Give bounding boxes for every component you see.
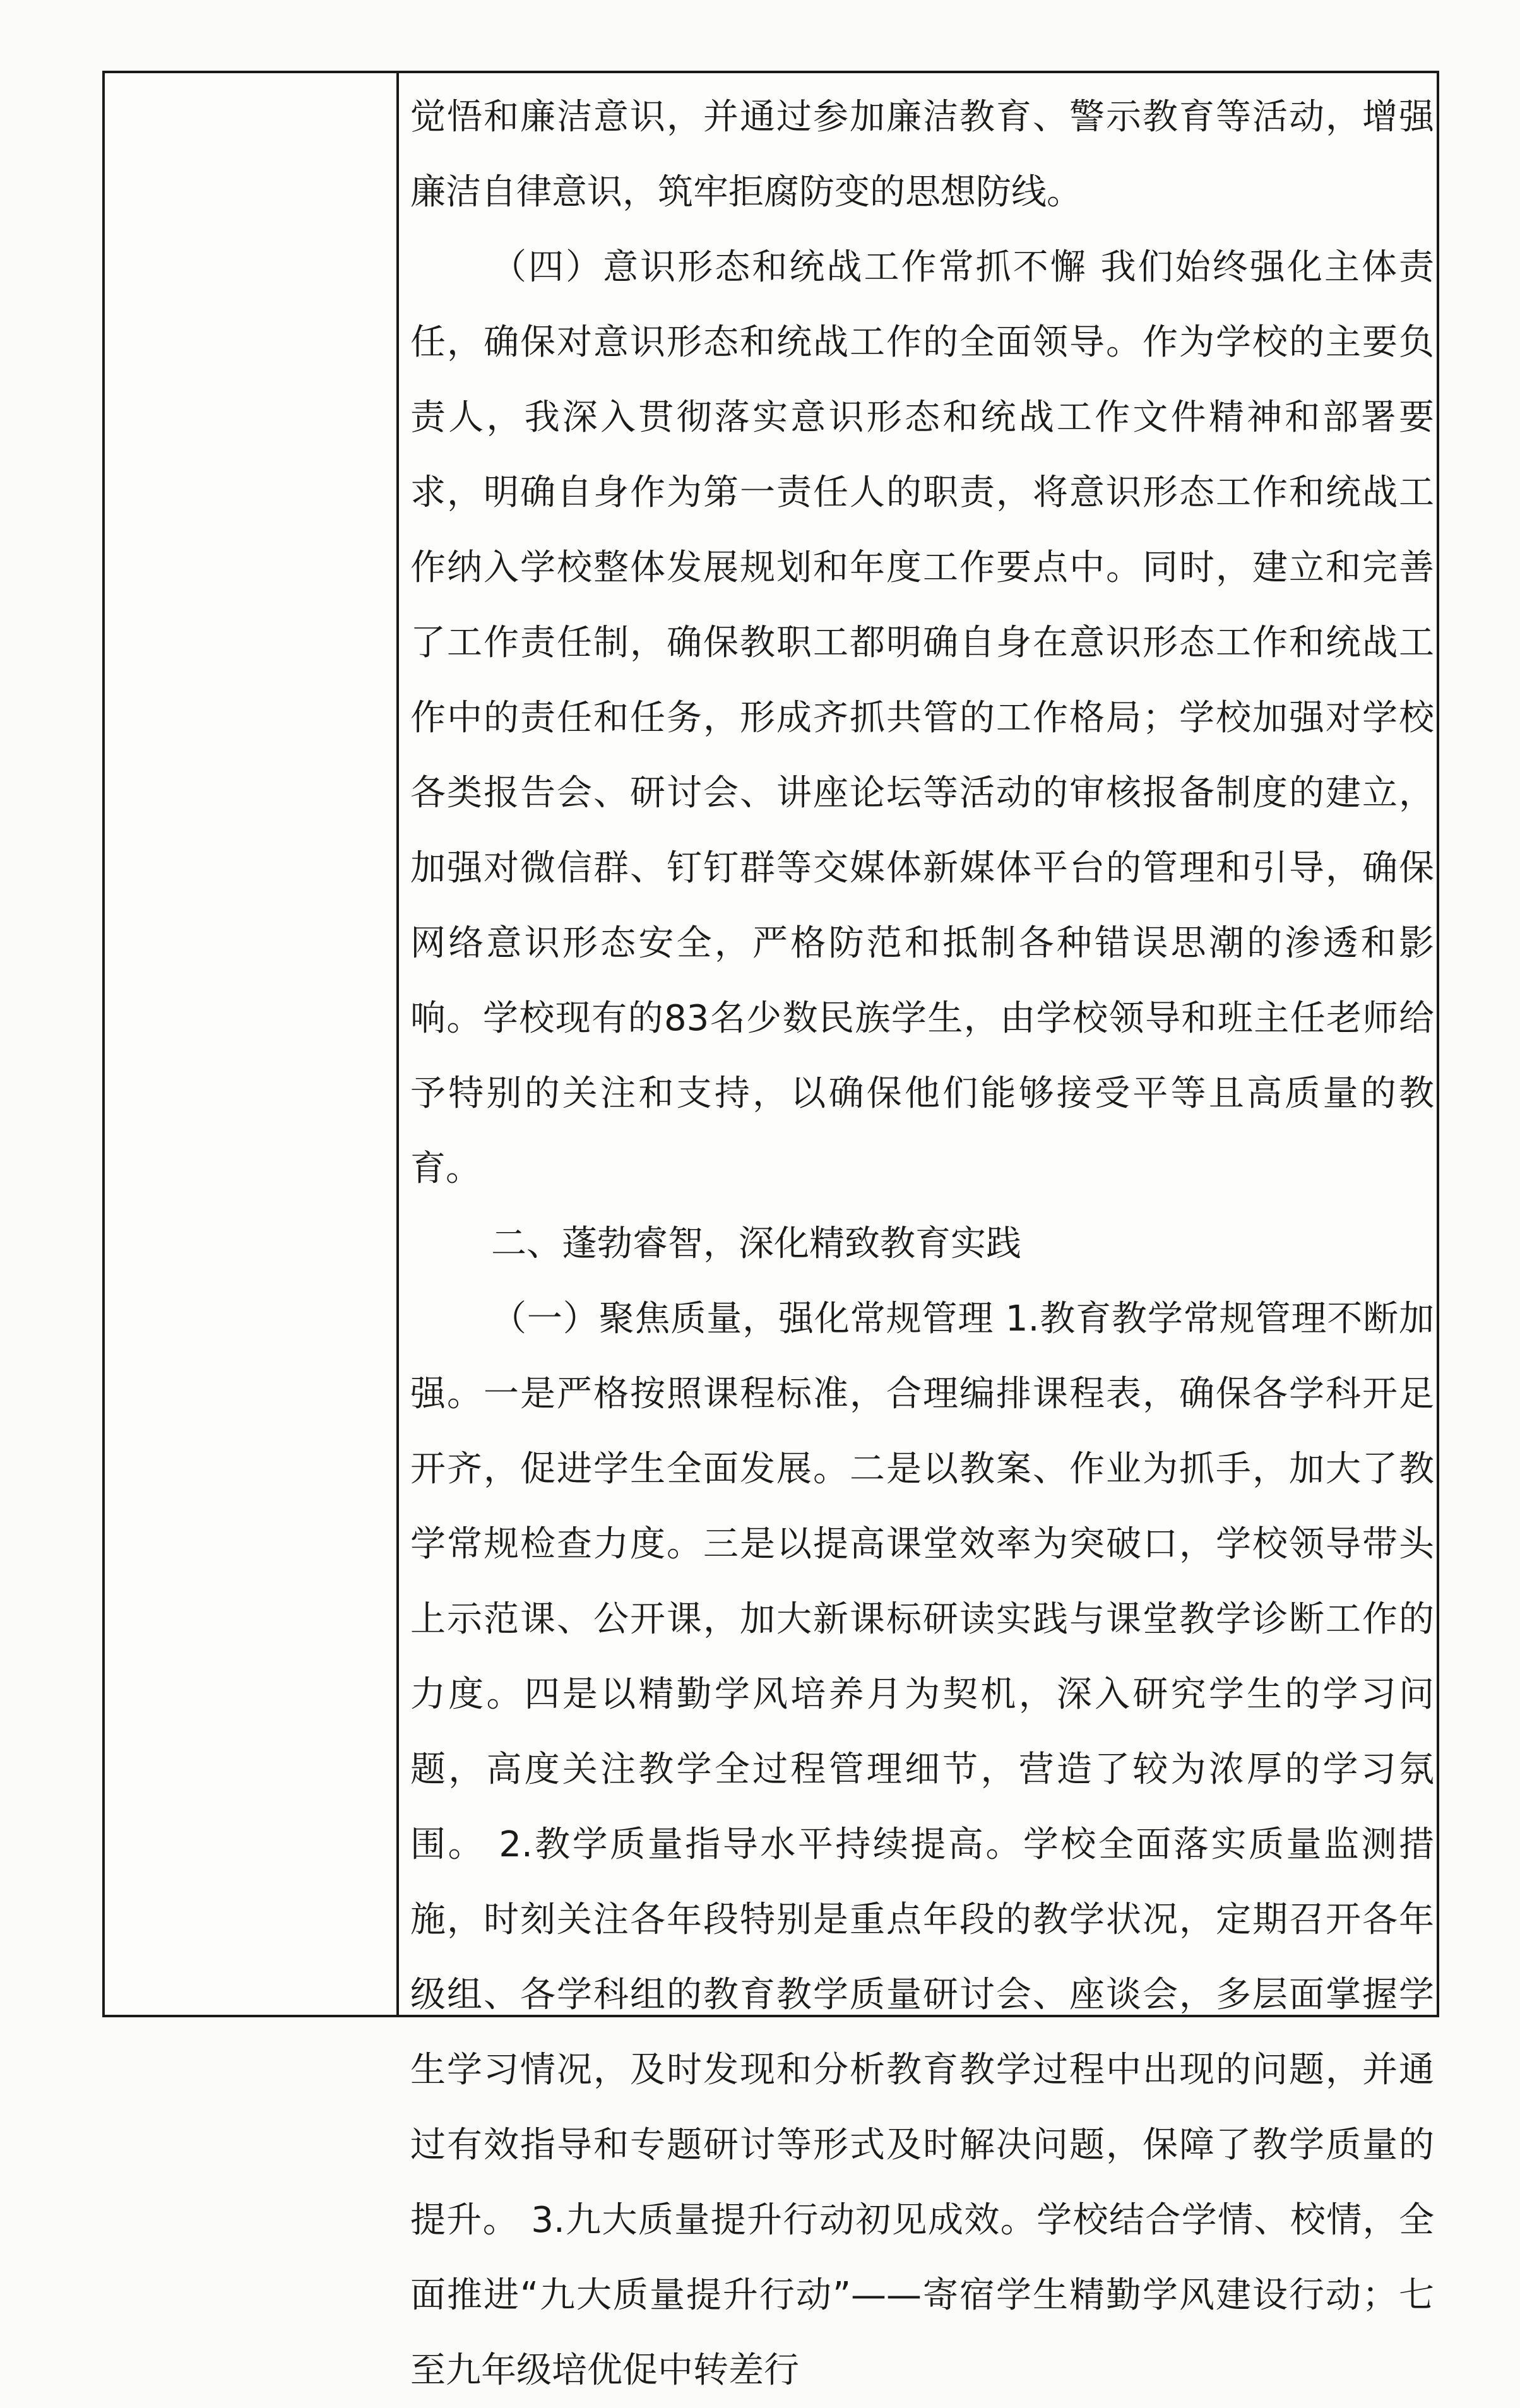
section-heading-education-practice: 二、蓬勃睿智，深化精致教育实践 xyxy=(491,1223,1021,1264)
table-text-cell xyxy=(410,80,1434,2408)
form-table xyxy=(102,71,1439,2391)
paragraph-continuation: 觉悟和廉洁意识，并通过参加廉洁教育、警示教育等活动，增强廉洁自律意识，筑牢拒腐防变的思想防线。 xyxy=(410,97,1434,213)
paragraph-ideology-united-front: （四）意识形态和统战工作常抓不懈 我们始终强化主体责任，确保对意识形态和统战工作的全面领导。作为学校的主要负责人，我深入贯彻落实意识形态和统战工作文件精神和部署要求，明确自身作为第一责任人的职责，将意识形态工作和统战工作纳入学校整体发展规划和年度工作要点中。同时，建立和完善了工作责任制，确保教职工都明确自身在意识形态工作和统战工作中的责任和任务，形成齐抓共管的工作格局；学校加强对学校各类报告会、研讨会、讲座论坛等活动的审核报备制度的建立，加强对微信群、钉钉群等交媒体新媒体平台的管理和引导，确保网络意识形态安全，严格防范和抵制各种错误思潮的渗透和影响。学校现有的83名少数民族学生，由学校领导和班主任老师给予特别的关注和支持，以确保他们能够接受平等且高质量的教育。 xyxy=(410,247,1434,1189)
table-left-cell xyxy=(105,73,396,2015)
column-divider xyxy=(396,73,399,2015)
paragraph-quality-management: （一）聚焦质量，强化常规管理 1.教育教学常规管理不断加强。一是严格按照课程标准，合理编排课程表，确保各学科开足开齐，促进学生全面发展。二是以教案、作业为抓手，加大了教学常规检查力度。三是以提高课堂效率为突破口，学校领导带头上示范课、公开课，加大新课标研读实践与课堂教学诊断工作的力度。四是以精勤学风培养月为契机，深入研究学生的学习问题，高度关注教学全过程管理细节，营造了较为浓厚的学习氛围。 2.教学质量指导水平持续提高。学校全面落实质量监测措施，时刻关注各年段特别是重点年段的教学状况，定期召开各年级组、各学科组的教育教学质量研讨会、座谈会，多层面掌握学生学习情况，及时发现和分析教育教学过程中出现的问题，并通过有效指导和专题研讨等形式及时解决问题，保障了教学质量的提升。 3.九大质量提升行动初见成效。学校结合学情、校情，全面推进“九大质量提升行动”——寄宿学生精勤学风建设行动；七至九年级培优促中转差行 xyxy=(410,1298,1434,2391)
